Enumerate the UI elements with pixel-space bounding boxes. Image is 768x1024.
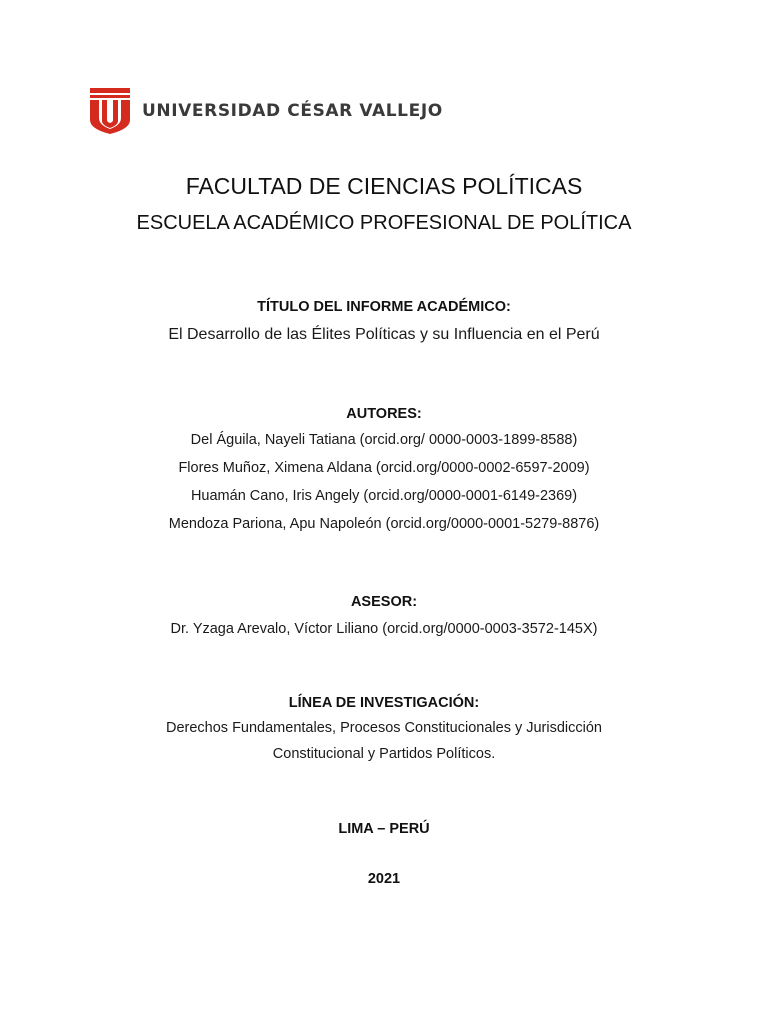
author-item: Huamán Cano, Iris Angely (orcid.org/0000-0001-6149-2369) [190,488,578,504]
faculty-title: FACULTAD DE CIENCIAS POLÍTICAS [185,173,583,199]
research-line-label: LÍNEA DE INVESTIGACIÓN: [288,695,480,711]
advisor-label: ASESOR: [350,594,418,610]
university-name: UNIVERSIDAD CÉSAR VALLEJO [142,101,443,121]
author-item: Mendoza Pariona, Apu Napoleón (orcid.org/0000-0001-5279-8876) [168,516,600,532]
author-item: Del Águila, Nayeli Tatiana (orcid.org/ 0000-0003-1899-8588) [190,432,578,448]
authors-label: AUTORES: [346,406,422,422]
research-line-text: Derechos Fundamentales, Procesos Constitucionales y Jurisdicción [165,720,602,736]
year-label: 2021 [367,871,401,887]
author-item: Flores Muñoz, Ximena Aldana (orcid.org/0000-0002-6597-2009) [178,460,590,476]
university-logo [90,88,443,134]
advisor-name: Dr. Yzaga Arevalo, Víctor Liliano (orcid.org/0000-0003-3572-145X) [170,621,598,637]
report-title: El Desarrollo de las Élites Políticas y su Influencia en el Perú [168,326,600,343]
university-crest-icon [90,88,130,134]
report-title-label: TÍTULO DEL INFORME ACADÉMICO: [257,299,511,315]
place-label: LIMA – PERÚ [338,821,430,837]
school-title: ESCUELA ACADÉMICO PROFESIONAL DE POLÍTICA [136,212,632,234]
research-line-text: Constitucional y Partidos Políticos. [272,746,496,762]
